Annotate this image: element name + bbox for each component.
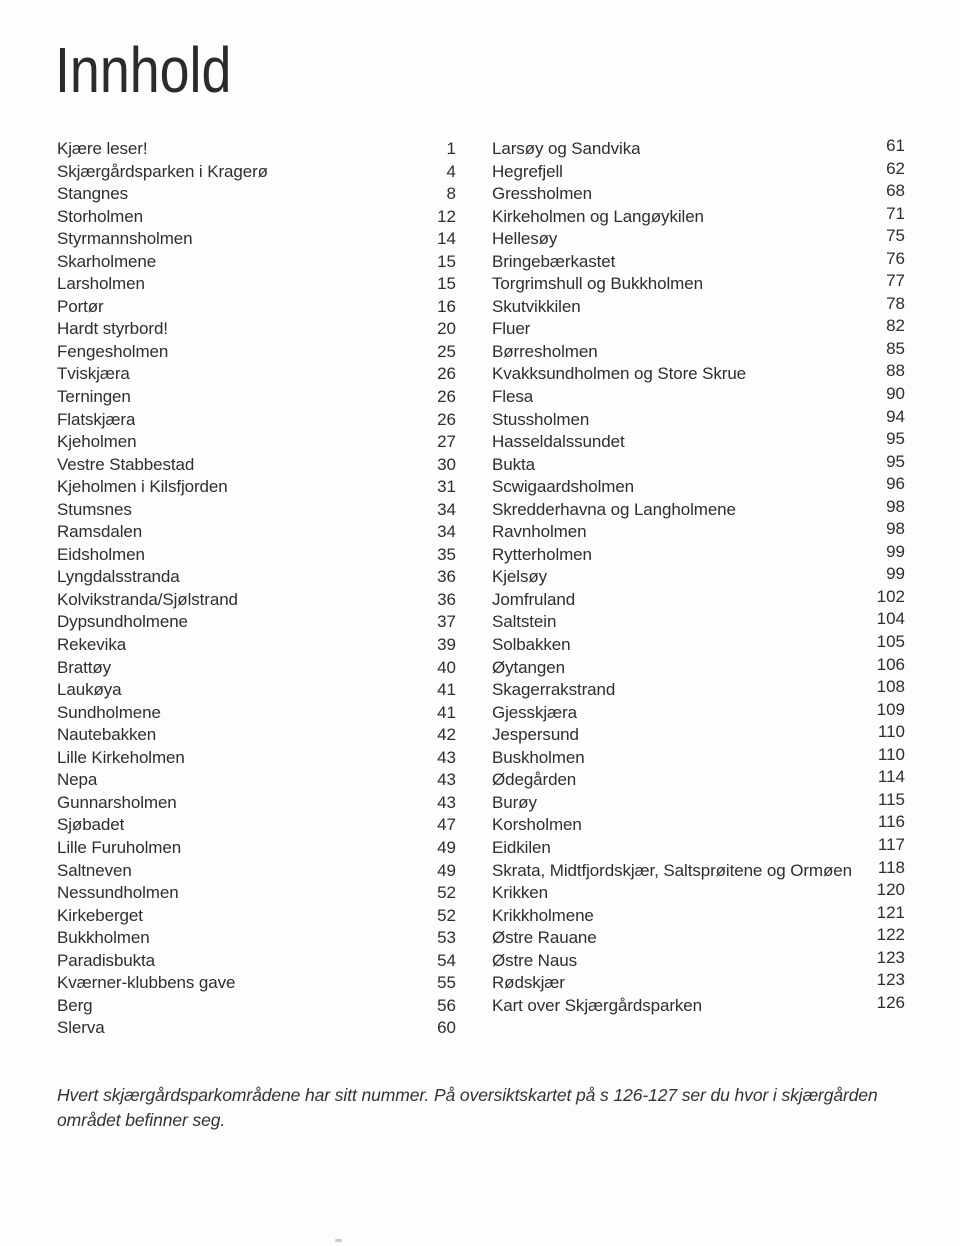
- toc-entry-label: Skagerrakstrand: [492, 680, 616, 700]
- toc-entry-label: Bukta: [492, 454, 535, 474]
- toc-entry: [57, 566, 456, 589]
- toc-entry-page: 88: [886, 361, 905, 381]
- toc-entry: [492, 927, 905, 950]
- toc-entry-page: 56: [437, 995, 456, 1015]
- toc-entry: [57, 454, 456, 477]
- toc-entry: [492, 724, 905, 747]
- toc-entry-page: 37: [437, 612, 456, 632]
- toc-entry-page: 35: [437, 544, 456, 564]
- toc-columns: [57, 138, 905, 1040]
- toc-entry-label: Gressholmen: [492, 184, 592, 204]
- toc-entry-page: 96: [886, 474, 905, 494]
- toc-entry-page: 52: [437, 883, 456, 903]
- toc-entry-page: 109: [876, 699, 905, 719]
- toc-entry-page: 60: [437, 1018, 456, 1038]
- toc-entry: [57, 657, 456, 680]
- toc-entry-page: 77: [886, 271, 905, 291]
- toc-entry-label: Flatskjæra: [57, 409, 136, 429]
- toc-entry: [57, 724, 456, 747]
- page-title: Innhold: [55, 34, 232, 106]
- toc-entry: [57, 409, 456, 432]
- toc-entry-page: 85: [886, 338, 905, 358]
- toc-entry-label: Kart over Skjærgårdsparken: [492, 995, 702, 1015]
- toc-entry-label: Rødskjær: [492, 973, 565, 993]
- toc-entry-page: 102: [876, 586, 905, 606]
- toc-entry: [492, 521, 905, 544]
- toc-entry-label: Berg: [57, 995, 93, 1015]
- toc-entry: [492, 789, 905, 815]
- toc-entry: [492, 451, 905, 477]
- toc-entry-page: 116: [877, 812, 905, 832]
- toc-entry: [492, 293, 905, 319]
- toc-entry: [492, 386, 905, 409]
- toc-entry-label: Lille Furuholmen: [57, 837, 182, 857]
- toc-entry-page: 105: [876, 632, 905, 652]
- toc-entry-label: Saltstein: [492, 612, 557, 632]
- toc-entry-label: Krikken: [492, 883, 548, 903]
- toc-entry-page: 120: [876, 880, 905, 900]
- toc-entry: [492, 138, 905, 161]
- toc-entry: [492, 654, 905, 680]
- toc-entry: [57, 161, 456, 184]
- toc-entry-page: 126: [876, 992, 905, 1012]
- toc-entry-page: 75: [886, 226, 905, 246]
- toc-entry: [492, 834, 905, 860]
- toc-entry-label: Kværner-klubbens gave: [57, 973, 236, 993]
- toc-entry: [492, 992, 905, 1018]
- toc-entry-page: 20: [437, 319, 456, 339]
- toc-entry-page: 114: [877, 767, 905, 787]
- toc-entry-label: Kirkeberget: [57, 905, 143, 925]
- toc-entry-label: Skutvikkilen: [492, 296, 581, 316]
- toc-entry: [492, 496, 905, 522]
- toc-entry-page: 108: [876, 677, 905, 697]
- toc-entry-page: 68: [886, 181, 905, 201]
- toc-entry: [492, 363, 905, 386]
- toc-entry-label: Hardt styrbord!: [57, 319, 168, 339]
- toc-entry: [57, 228, 456, 251]
- toc-entry-label: Gjesskjæra: [492, 702, 577, 722]
- toc-entry-page: 117: [877, 834, 905, 854]
- toc-entry-label: Slerva: [57, 1018, 105, 1038]
- toc-entry-label: Tviskjæra: [57, 364, 130, 384]
- toc-entry: [492, 611, 905, 634]
- toc-entry-page: 34: [437, 522, 456, 542]
- toc-entry-page: 123: [876, 970, 905, 990]
- toc-entry: [57, 431, 456, 454]
- toc-entry: [57, 792, 456, 815]
- toc-entry: [492, 338, 905, 364]
- toc-entry-page: 118: [877, 857, 905, 877]
- toc-entry: [492, 744, 905, 770]
- toc-entry-page: 110: [877, 744, 905, 764]
- toc-entry-label: Jomfruland: [492, 589, 576, 609]
- toc-entry-label: Eidsholmen: [57, 544, 145, 564]
- toc-entry-page: 4: [446, 161, 456, 181]
- toc-entry-label: Bukkholmen: [57, 928, 150, 948]
- toc-entry: [57, 183, 456, 206]
- toc-entry-label: Dypsundholmene: [57, 612, 188, 632]
- toc-entry-page: 94: [886, 406, 905, 426]
- toc-entry-label: Ravnholmen: [492, 522, 587, 542]
- toc-entry-label: Hegrefjell: [492, 161, 563, 181]
- toc-entry-label: Torgrimshull og Bukkholmen: [492, 274, 703, 294]
- toc-entry: [492, 431, 905, 454]
- toc-entry-label: Skarholmene: [57, 251, 157, 271]
- toc-entry-page: 14: [437, 229, 456, 249]
- toc-entry-label: Saltneven: [57, 860, 132, 880]
- toc-entry-page: 27: [437, 432, 456, 452]
- toc-entry-page: 36: [437, 589, 456, 609]
- toc-entry: [492, 318, 905, 341]
- toc-entry-page: 30: [437, 454, 456, 474]
- toc-entry: [57, 341, 456, 364]
- toc-entry: [57, 138, 456, 161]
- toc-entry-page: 90: [886, 384, 905, 404]
- toc-entry: [57, 702, 456, 725]
- toc-entry-label: Kirkeholmen og Langøykilen: [492, 206, 704, 226]
- toc-column-left: [57, 138, 456, 1040]
- toc-entry-page: 104: [876, 609, 905, 629]
- toc-entry-label: Stussholmen: [492, 409, 590, 429]
- toc-entry: [492, 541, 905, 567]
- toc-entry-label: Lyngdalsstranda: [57, 567, 180, 587]
- toc-entry-page: 54: [437, 950, 456, 970]
- toc-entry-label: Portør: [57, 296, 104, 316]
- toc-entry-label: Fengesholmen: [57, 341, 169, 361]
- toc-entry: [57, 814, 456, 837]
- toc-entry-page: 25: [437, 341, 456, 361]
- toc-entry-page: 43: [437, 770, 456, 790]
- toc-entry-page: 36: [437, 567, 456, 587]
- toc-entry-page: 52: [437, 905, 456, 925]
- toc-entry: [492, 972, 905, 995]
- toc-entry: [492, 273, 905, 296]
- toc-entry-page: 82: [886, 316, 905, 336]
- toc-entry-label: Nepa: [57, 770, 98, 790]
- toc-entry-label: Laukøya: [57, 680, 122, 700]
- toc-entry: [57, 296, 456, 319]
- toc-entry-label: Buskholmen: [492, 747, 585, 767]
- toc-entry: [492, 476, 905, 499]
- toc-entry: [492, 699, 905, 725]
- toc-entry-page: 98: [886, 519, 905, 539]
- toc-entry: [492, 769, 905, 792]
- toc-entry: [492, 566, 905, 589]
- toc-entry: [57, 544, 456, 567]
- toc-entry: [57, 882, 456, 905]
- toc-entry: [57, 927, 456, 950]
- toc-entry: [492, 634, 905, 657]
- toc-entry: [492, 228, 905, 251]
- toc-entry-page: 26: [437, 364, 456, 384]
- toc-entry: [57, 386, 456, 409]
- toc-entry: [57, 499, 456, 522]
- toc-entry: [57, 273, 456, 296]
- toc-entry-label: Kvakksundholmen og Store Skrue: [492, 364, 747, 384]
- toc-entry-label: Storholmen: [57, 206, 143, 226]
- toc-entry-page: 1: [446, 139, 456, 158]
- toc-entry-label: Nessundholmen: [57, 883, 179, 903]
- toc-entry-label: Vestre Stabbestad: [57, 454, 195, 474]
- toc-entry-label: Kjeholmen i Kilsfjorden: [57, 477, 228, 497]
- toc-entry-page: 43: [437, 747, 456, 767]
- toc-entry-page: 95: [886, 451, 905, 471]
- toc-entry-page: 47: [437, 815, 456, 835]
- toc-entry-label: Kjære leser!: [57, 139, 148, 158]
- toc-entry: [492, 183, 905, 206]
- toc-entry-label: Nautebakken: [57, 725, 157, 745]
- toc-entry-page: 110: [877, 722, 905, 742]
- toc-entry-label: Ødegården: [492, 770, 577, 790]
- toc-entry-label: Eidkilen: [492, 837, 551, 857]
- scan-artifact: [335, 1239, 342, 1242]
- toc-entry-page: 26: [437, 387, 456, 407]
- toc-entry-label: Krikkholmene: [492, 905, 594, 925]
- toc-entry-page: 61: [886, 136, 905, 155]
- toc-entry-label: Styrmannsholmen: [57, 229, 193, 249]
- toc-entry-page: 53: [437, 928, 456, 948]
- toc-entry-page: 12: [437, 206, 456, 226]
- toc-entry: [57, 611, 456, 634]
- toc-entry-page: 71: [886, 203, 905, 223]
- toc-entry-page: 41: [437, 702, 456, 722]
- toc-entry: [492, 406, 905, 432]
- toc-entry-page: 16: [437, 296, 456, 316]
- toc-column-right: [492, 138, 905, 1040]
- toc-entry: [57, 860, 456, 883]
- toc-entry-label: Paradisbukta: [57, 950, 156, 970]
- toc-entry-label: Kjelsøy: [492, 567, 548, 587]
- toc-entry-page: 106: [876, 654, 905, 674]
- toc-entry: [57, 995, 456, 1018]
- toc-entry-page: 121: [876, 902, 905, 922]
- toc-entry-page: 78: [886, 293, 905, 313]
- toc-entry-label: Ramsdalen: [57, 522, 143, 542]
- toc-entry-label: Bringebærkastet: [492, 251, 616, 271]
- toc-entry-page: 99: [886, 564, 905, 584]
- toc-entry-label: Larsholmen: [57, 274, 145, 294]
- toc-entry-page: 122: [876, 925, 905, 945]
- toc-entry-label: Stangnes: [57, 184, 129, 204]
- toc-entry-page: 34: [437, 499, 456, 519]
- toc-entry-label: Østre Naus: [492, 950, 577, 970]
- toc-entry-label: Hasseldalssundet: [492, 432, 625, 452]
- toc-entry: [492, 203, 905, 229]
- toc-entry-page: 8: [446, 184, 456, 204]
- toc-entry: [57, 679, 456, 702]
- toc-entry-label: Sjøbadet: [57, 815, 125, 835]
- toc-entry: [57, 972, 456, 995]
- toc-entry: [57, 318, 456, 341]
- toc-entry-page: 49: [437, 837, 456, 857]
- toc-entry-label: Rytterholmen: [492, 544, 592, 564]
- toc-entry-label: Børresholmen: [492, 341, 598, 361]
- toc-entry-page: 76: [886, 248, 905, 268]
- toc-entry-label: Hellesøy: [492, 229, 558, 249]
- toc-entry: [492, 882, 905, 905]
- toc-entry-page: 115: [877, 789, 905, 809]
- toc-entry: [57, 589, 456, 612]
- toc-entry: [492, 586, 905, 612]
- toc-entry-label: Korsholmen: [492, 815, 582, 835]
- toc-entry: [492, 158, 905, 184]
- toc-entry: [492, 814, 905, 837]
- toc-entry: [492, 248, 905, 274]
- toc-entry-label: Jespersund: [492, 725, 579, 745]
- toc-entry-label: Terningen: [57, 387, 131, 407]
- toc-entry: [57, 206, 456, 229]
- toc-entry: [57, 363, 456, 386]
- toc-entry-page: 55: [437, 973, 456, 993]
- toc-entry: [57, 634, 456, 657]
- toc-entry: [57, 251, 456, 274]
- toc-entry-label: Kjeholmen: [57, 432, 137, 452]
- toc-entry-label: Brattøy: [57, 657, 112, 677]
- toc-entry-label: Kolvikstranda/Sjølstrand: [57, 589, 238, 609]
- toc-entry: [57, 1017, 456, 1040]
- toc-entry-label: Skjærgårdsparken i Kragerø: [57, 161, 268, 181]
- toc-entry-label: Lille Kirkeholmen: [57, 747, 185, 767]
- toc-entry-label: Rekevika: [57, 635, 127, 655]
- toc-entry: [492, 947, 905, 973]
- toc-entry-page: 41: [437, 680, 456, 700]
- toc-entry-page: 39: [437, 635, 456, 655]
- toc-entry-page: 15: [437, 274, 456, 294]
- footnote-text: Hvert skjærgårdsparkområdene har sitt nummer. På oversiktskartet på s 126-127 ser du hvor i skjærgården området befinner seg.: [57, 1085, 878, 1130]
- toc-entry-label: Gunnarsholmen: [57, 792, 177, 812]
- toc-entry-page: 123: [876, 947, 905, 967]
- toc-entry: [57, 837, 456, 860]
- toc-entry-page: 15: [437, 251, 456, 271]
- toc-entry-page: 26: [437, 409, 456, 429]
- toc-entry-page: 42: [437, 725, 456, 745]
- toc-entry-page: 40: [437, 657, 456, 677]
- toc-entry-label: Flesa: [492, 387, 534, 407]
- toc-entry-label: Skredderhavna og Langholmene: [492, 499, 736, 519]
- toc-entry: [57, 769, 456, 792]
- toc-entry-page: 99: [886, 541, 905, 561]
- toc-entry: [57, 905, 456, 928]
- toc-entry-label: Øytangen: [492, 657, 565, 677]
- toc-entry: [57, 950, 456, 973]
- toc-entry-label: Fluer: [492, 319, 531, 339]
- toc-entry: [57, 521, 456, 544]
- toc-entry-page: 98: [886, 496, 905, 516]
- toc-entry: [492, 857, 905, 883]
- toc-entry-page: 43: [437, 792, 456, 812]
- toc-entry-label: Scwigaardsholmen: [492, 477, 635, 497]
- toc-entry: [57, 476, 456, 499]
- toc-entry-page: 62: [886, 158, 905, 178]
- toc-entry-label: Larsøy og Sandvika: [492, 139, 641, 158]
- toc-entry-label: Solbakken: [492, 635, 571, 655]
- toc-entry-label: Østre Rauane: [492, 928, 597, 948]
- toc-entry-page: 49: [437, 860, 456, 880]
- toc-entry: [57, 747, 456, 770]
- toc-entry-label: Stumsnes: [57, 499, 132, 519]
- toc-entry: [492, 902, 905, 928]
- toc-entry-page: 31: [437, 477, 456, 497]
- toc-entry-page: 95: [886, 429, 905, 449]
- toc-entry: [492, 679, 905, 702]
- toc-entry-label: Skrata, Midtfjordskjær, Saltsprøitene og Ormøen: [492, 860, 852, 880]
- toc-entry-label: Burøy: [492, 792, 537, 812]
- toc-entry-label: Sundholmene: [57, 702, 161, 722]
